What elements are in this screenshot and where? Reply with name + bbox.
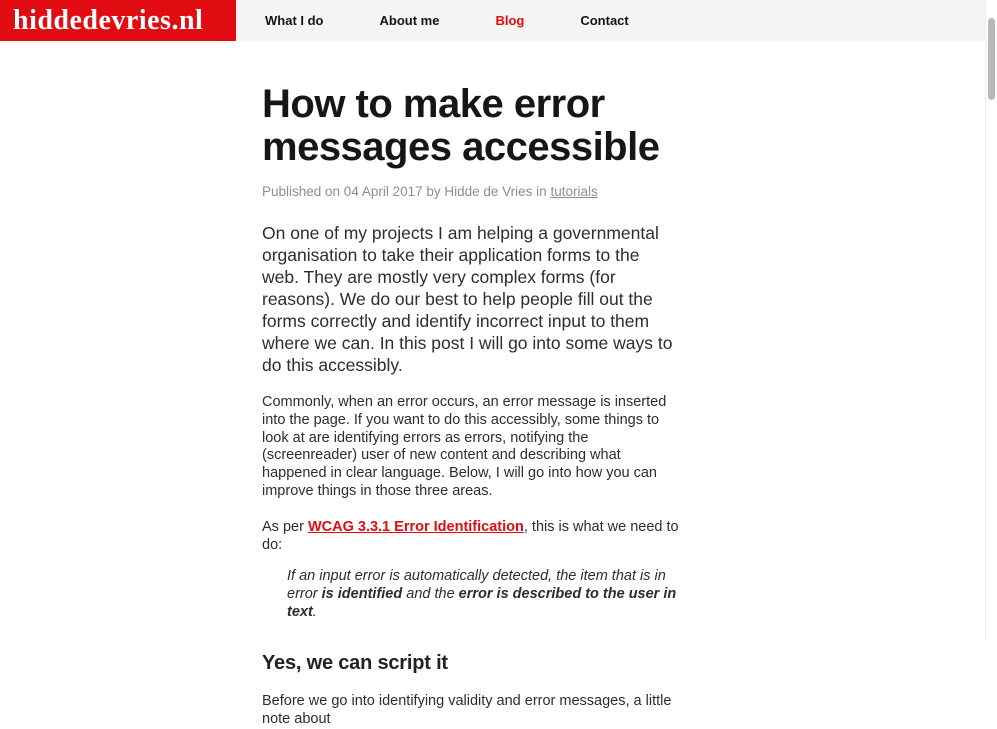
wcag-blockquote	[287, 567, 679, 621]
nav-item-what-i-do[interactable]: What I do	[265, 13, 324, 28]
nav-item-about-me[interactable]: About me	[379, 13, 440, 28]
asper-suffix: , this is what we need to do:	[262, 518, 679, 553]
body-paragraph-3: Before we go into identifying validity and error messages, a little note about	[262, 693, 672, 728]
scrollbar-thumb[interactable]	[988, 18, 995, 100]
meta-text: Published on 04 April 2017 by Hidde de Vries in	[262, 184, 551, 199]
nav-item-blog[interactable]: Blog	[495, 13, 525, 28]
tutorials-link[interactable]: tutorials	[550, 184, 598, 199]
section-heading: Yes, we can script it	[262, 652, 448, 675]
quote-bold-1: is identified	[321, 586, 403, 603]
lede-paragraph: On one of my projects I am helping a governmental organisation to take their application forms to the web. They are mostly very complex forms (for reasons). We do our best to help people fill out the forms correctly and identify incorrect input to them where we can. In this post I will go into some ways to do this accessibly.	[262, 223, 673, 375]
asper-prefix: As per	[262, 518, 308, 535]
body-paragraph-1: Commonly, when an error occurs, an error message is inserted into the page. If you want to do this accessibly, some things to look at are identifying errors as errors, notifying the (screenreader) user of new content and describing what happened in clear language. Below, I will go into how you can improve things in those three areas.	[262, 394, 667, 499]
quote-text-2: and the	[402, 586, 459, 603]
quote-text: If an input error is automatically detected, the item that is in error	[287, 568, 666, 603]
quote-text-3: .	[312, 604, 317, 621]
quote-bold-2: error is described to the user in text	[287, 586, 677, 621]
scrollbar[interactable]	[985, 0, 997, 640]
article	[0, 41, 700, 729]
site-header	[0, 0, 985, 41]
body-paragraph-2	[262, 519, 680, 555]
article-meta	[262, 184, 682, 199]
nav-item-contact[interactable]: Contact	[580, 13, 629, 28]
wcag-331-link[interactable]: WCAG 3.3.1 Error Identification	[307, 518, 524, 535]
site-logo[interactable]: hiddedevries.nl	[0, 0, 236, 41]
main-nav	[236, 0, 629, 41]
page-title: How to make error messages accessible	[262, 82, 660, 169]
